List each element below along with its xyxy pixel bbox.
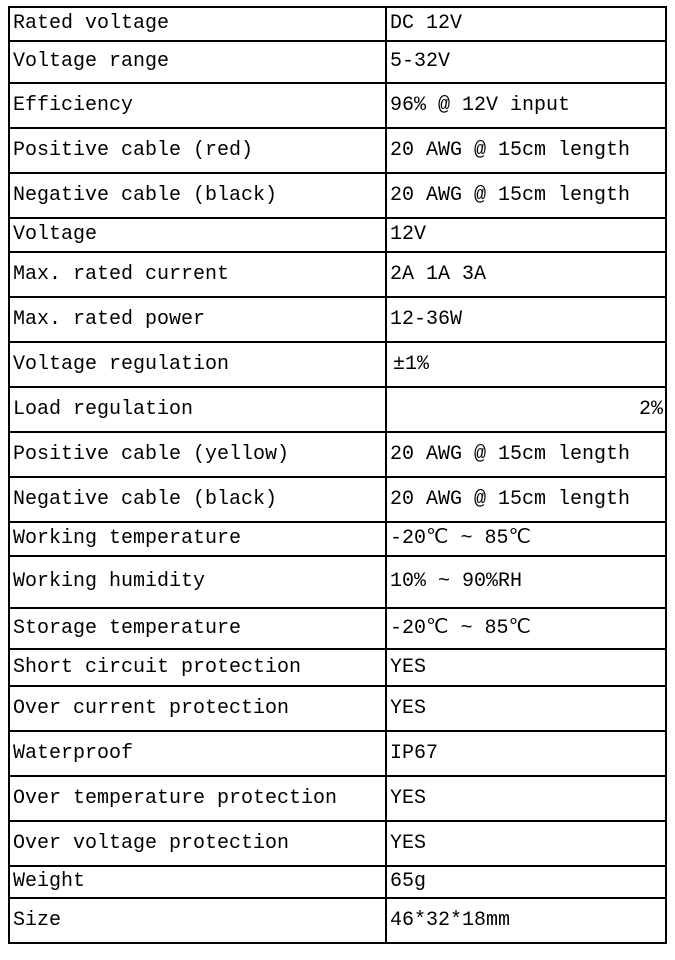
table-row xyxy=(9,432,666,477)
spec-value: -20℃ ~ 85℃ xyxy=(386,522,666,556)
spec-label: Storage temperature xyxy=(9,608,386,649)
spec-label: Short circuit protection xyxy=(9,649,386,686)
spec-value: YES xyxy=(386,649,666,686)
spec-label: Efficiency xyxy=(9,83,386,128)
table-row xyxy=(9,83,666,128)
table-row xyxy=(9,776,666,821)
spec-value: 2% xyxy=(386,387,666,432)
spec-value: 12V xyxy=(386,218,666,252)
spec-value: 20 AWG @ 15cm length xyxy=(386,477,666,522)
table-row xyxy=(9,477,666,522)
table-row xyxy=(9,297,666,342)
spec-label: Load regulation xyxy=(9,387,386,432)
spec-value: 96% @ 12V input xyxy=(386,83,666,128)
spec-label: Positive cable (yellow) xyxy=(9,432,386,477)
table-row xyxy=(9,731,666,776)
spec-value: -20℃ ~ 85℃ xyxy=(386,608,666,649)
table-row xyxy=(9,387,666,432)
table-row xyxy=(9,898,666,943)
spec-label: Max. rated current xyxy=(9,252,386,297)
table-row xyxy=(9,608,666,649)
table-row xyxy=(9,686,666,731)
spec-label: Working temperature xyxy=(9,522,386,556)
spec-label: Over current protection xyxy=(9,686,386,731)
spec-label: Positive cable (red) xyxy=(9,128,386,173)
table-row xyxy=(9,128,666,173)
table-row xyxy=(9,173,666,218)
table-row xyxy=(9,218,666,252)
spec-label: Waterproof xyxy=(9,731,386,776)
spec-label: Working humidity xyxy=(9,556,386,608)
spec-label: Voltage xyxy=(9,218,386,252)
table-row xyxy=(9,252,666,297)
spec-value: YES xyxy=(386,776,666,821)
spec-value: 12-36W xyxy=(386,297,666,342)
spec-value: ±1% xyxy=(386,342,666,387)
spec-label: Weight xyxy=(9,866,386,898)
table-row xyxy=(9,522,666,556)
spec-value: 46*32*18mm xyxy=(386,898,666,943)
spec-value: YES xyxy=(386,686,666,731)
spec-value: 10% ~ 90%RH xyxy=(386,556,666,608)
spec-value: 2A 1A 3A xyxy=(386,252,666,297)
spec-value: DC 12V xyxy=(386,7,666,41)
spec-value: 20 AWG @ 15cm length xyxy=(386,173,666,218)
spec-label: Max. rated power xyxy=(9,297,386,342)
spec-value: 65g xyxy=(386,866,666,898)
spec-label: Negative cable (black) xyxy=(9,173,386,218)
spec-table xyxy=(8,6,667,944)
spec-value: YES xyxy=(386,821,666,866)
table-row xyxy=(9,866,666,898)
spec-label: Voltage range xyxy=(9,41,386,83)
spec-label: Negative cable (black) xyxy=(9,477,386,522)
spec-value: 5-32V xyxy=(386,41,666,83)
spec-label: Over voltage protection xyxy=(9,821,386,866)
table-row xyxy=(9,649,666,686)
table-row xyxy=(9,41,666,83)
table-row xyxy=(9,556,666,608)
spec-label: Rated voltage xyxy=(9,7,386,41)
table-row xyxy=(9,342,666,387)
table-row xyxy=(9,821,666,866)
spec-value: IP67 xyxy=(386,731,666,776)
spec-label: Over temperature protection xyxy=(9,776,386,821)
spec-label: Size xyxy=(9,898,386,943)
spec-value: 20 AWG @ 15cm length xyxy=(386,128,666,173)
table-row xyxy=(9,7,666,41)
spec-value: 20 AWG @ 15cm length xyxy=(386,432,666,477)
spec-label: Voltage regulation xyxy=(9,342,386,387)
